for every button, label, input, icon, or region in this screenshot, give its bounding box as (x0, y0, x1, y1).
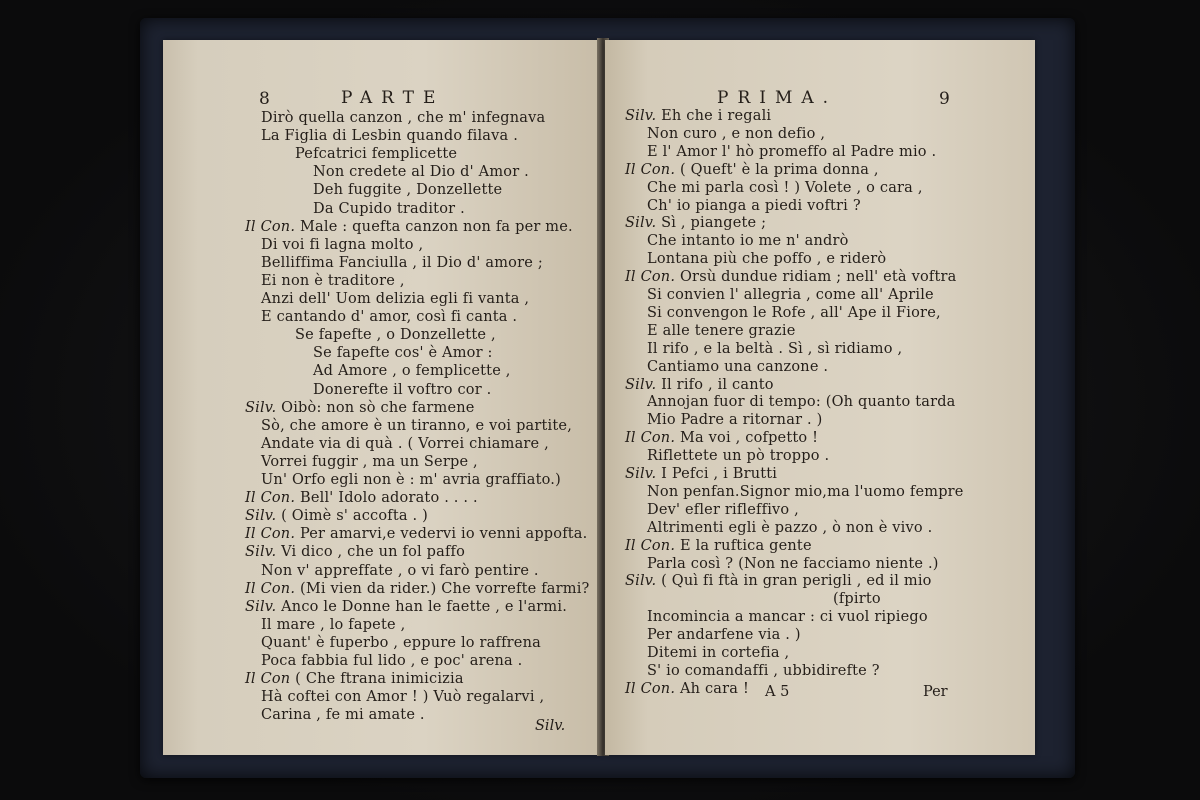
speaker-label: Il Con. (625, 161, 680, 178)
speaker-label: Il Con. (625, 430, 680, 447)
text-line (295, 327, 496, 344)
text-line (245, 508, 428, 525)
text-line (261, 237, 423, 254)
line-text: Riflettete un pò troppo . (647, 448, 830, 465)
right-signature-mark: A 5 (765, 684, 790, 700)
speaker-label: Il Con. (245, 490, 300, 507)
line-text: Andate via di quà . ( Vorrei chiamare , (261, 435, 549, 452)
speaker-label: Silv. (625, 573, 662, 590)
line-text: ( Quì fi ftà in gran perigli , ed il mio (661, 573, 932, 590)
text-line (261, 436, 549, 453)
speaker-label: Il Con. (625, 537, 680, 554)
speaker-label: Il Con. (245, 526, 300, 543)
line-text: Ad Amore , o femplicette , (313, 363, 511, 380)
text-line (647, 180, 923, 197)
line-text: ( Queft' è la prima donna , (679, 161, 879, 178)
line-text: Belliffima Fanciulla , il Dio d' amore ; (261, 254, 543, 271)
text-line (625, 466, 777, 483)
right-running-head: PRIMA. (717, 88, 838, 108)
line-text: Bell' Idolo adorato . . . . (299, 490, 478, 507)
left-catchword: Silv. (535, 718, 566, 734)
text-line (261, 418, 572, 435)
text-line (647, 126, 825, 143)
text-line (245, 581, 590, 598)
text-line (833, 591, 881, 608)
text-line (245, 671, 464, 688)
line-text: ( Che ftrana inimicizia (295, 671, 464, 688)
line-text: (fpirto (833, 591, 881, 608)
text-line (647, 520, 932, 537)
line-text: Anzi dell' Uom delizia egli fi vanta , (261, 291, 530, 307)
line-text: Carina , fe mi amate . (261, 707, 425, 724)
text-line (313, 182, 502, 199)
text-line (647, 198, 861, 215)
text-line (245, 400, 475, 417)
left-page (163, 40, 599, 755)
speaker-label: Il Con. (245, 580, 300, 597)
line-text: Hà coftei con Amor ! ) Vuò regalarvi , (261, 689, 545, 706)
line-text: Non curo , e non defio , (647, 125, 826, 142)
text-line (625, 377, 774, 394)
text-line (647, 305, 941, 322)
line-text: La Figlia di Lesbin quando filava . (261, 128, 519, 145)
text-line (647, 609, 928, 626)
text-line (647, 663, 880, 680)
speaker-label: Silv. (245, 508, 282, 525)
line-text: Pefcatrici femplicette (295, 146, 458, 163)
line-text: Un' Orfo egli non è : m' avria graffiato.) (261, 472, 561, 488)
line-text: Il rifo , il canto (661, 376, 774, 393)
right-catchword: Per (923, 684, 948, 700)
line-text: Si convien l' allegria , come all' Aprile (647, 287, 934, 303)
text-line (295, 146, 457, 163)
text-line (647, 502, 799, 519)
line-text: Vorrei fuggir , ma un Serpe , (261, 453, 478, 470)
right-text-block (605, 40, 1035, 755)
left-page-number: 8 (259, 89, 270, 109)
line-text: Sò, che amore è un tiranno, e voi partite, (261, 417, 573, 434)
line-text: E cantando d' amor, così fi canta . (261, 309, 518, 326)
text-line (261, 309, 517, 326)
line-text: I Pefci , i Brutti (661, 466, 778, 482)
line-text: Oibò: non sò che farmene (281, 399, 475, 416)
text-line (647, 627, 801, 644)
speaker-label: Silv. (245, 598, 282, 615)
text-line (647, 144, 936, 161)
line-text: Mio Padre a ritornar . ) (647, 412, 823, 429)
line-text: Parla così ? (Non ne facciamo niente .) (647, 555, 939, 572)
line-text: Cantiamo una canzone . (647, 358, 829, 375)
speaker-label: Il Con. (245, 218, 300, 235)
line-text: Che intanto io me n' andrò (647, 233, 849, 250)
line-text: Vi dico , che un fol paffo (281, 544, 466, 561)
line-text: Che mi parla così ! ) Volete , o cara , (647, 179, 923, 196)
speaker-label: Silv. (625, 215, 662, 232)
text-line (625, 215, 766, 232)
text-line (313, 345, 493, 362)
text-line (647, 448, 829, 465)
text-line (261, 110, 545, 127)
speaker-label: Il Con (245, 671, 296, 688)
text-line (261, 653, 522, 670)
speaker-label: Silv. (625, 466, 662, 482)
line-text: Altrimenti egli è pazzo , ò non è vivo . (647, 519, 933, 536)
text-line (647, 251, 886, 268)
text-line (625, 269, 956, 286)
line-text: Poca fabbia ful lido , e poc' arena . (261, 653, 523, 669)
text-line (647, 359, 828, 376)
line-text: Non penfan.Signor mio,ma l'uomo fempre (647, 483, 964, 500)
text-line (647, 412, 823, 429)
line-text: Ei non è traditore , (261, 272, 405, 289)
line-text: Non credete al Dio d' Amor . (313, 164, 529, 181)
line-text: E alle tenere grazie (647, 322, 796, 339)
text-line (245, 526, 587, 543)
line-text: S' io comandaffi , ubbidirefte ? (647, 662, 880, 679)
line-text: E la ruftica gente (679, 537, 812, 554)
text-line (313, 201, 465, 218)
line-text: Deh fuggite , Donzellette (313, 182, 503, 199)
text-line (261, 454, 478, 471)
line-text: ( Oimè s' accofta . ) (281, 508, 429, 525)
line-text: Anco le Donne han le faette , e l'armi. (281, 598, 568, 615)
text-line (245, 219, 573, 236)
text-line (647, 394, 956, 411)
text-line (245, 599, 567, 616)
text-line (261, 707, 425, 724)
line-text: Sì , piangete ; (661, 215, 767, 232)
text-line (261, 273, 405, 290)
right-page-number: 9 (939, 89, 950, 109)
text-line (313, 382, 491, 399)
line-text: Incomincia a mancar : ci vuol ripiego (647, 609, 928, 626)
speaker-label: Silv. (245, 544, 282, 561)
text-line (647, 287, 934, 304)
line-text: E l' Amor l' hò promeffo al Padre mio . (647, 143, 937, 160)
line-text: Da Cupido traditor . (313, 200, 465, 217)
speaker-label: Il Con. (625, 269, 680, 286)
line-text: Eh che i regali (661, 108, 772, 124)
text-line (245, 490, 478, 507)
line-text: Dev' efler rifleffivo , (647, 501, 799, 518)
line-text: Annojan fuor di tempo: (Oh quanto tarda (647, 394, 956, 411)
line-text: Ma voi , cofpetto ! (679, 430, 819, 447)
line-text: Di voi fi lagna molto , (261, 236, 424, 253)
line-text: Per andarfene via . ) (647, 627, 801, 644)
text-line (261, 472, 561, 489)
text-line (261, 635, 541, 652)
text-line (625, 573, 932, 590)
right-page (605, 40, 1035, 755)
speaker-label: Silv. (625, 108, 662, 124)
text-line (625, 538, 812, 555)
line-text: Se fapefte cos' è Amor : (313, 345, 493, 362)
text-line (647, 484, 964, 501)
text-line (625, 108, 771, 125)
line-text: Quant' è fuperbo , eppure lo raffrena (261, 634, 541, 651)
line-text: Si convengon le Rofe , all' Ape il Fiore, (647, 304, 941, 321)
line-text: Per amarvi,e vedervi io venni appofta. (299, 526, 588, 543)
text-line (647, 556, 939, 573)
text-line (245, 544, 465, 561)
line-text: Non v' appreffate , o vi farò pentire . (261, 562, 539, 579)
speaker-label: Silv. (245, 399, 282, 416)
line-text: Il mare , lo fapete , (261, 616, 406, 633)
line-text: Il rifo , e la beltà . Sì , sì ridiamo , (647, 340, 903, 357)
line-text: Ah cara ! (679, 680, 749, 697)
left-running-head: PARTE (341, 88, 445, 108)
text-line (261, 689, 544, 706)
text-line (261, 563, 539, 580)
line-text: Ditemi in cortefia , (647, 645, 790, 661)
text-line (261, 255, 543, 272)
text-line (625, 430, 818, 447)
text-line (313, 363, 511, 380)
text-line (625, 681, 749, 698)
text-line (261, 291, 529, 308)
line-text: Donerefte il voftro cor . (313, 381, 492, 398)
text-line (625, 162, 879, 179)
line-text: (Mi vien da rider.) Che vorrefte farmi? (299, 580, 590, 597)
text-line (647, 233, 849, 250)
line-text: Orsù dundue ridiam ; nell' età voftra (679, 269, 957, 286)
line-text: Ch' io pianga a piedi voftri ? (647, 197, 861, 214)
text-line (647, 645, 789, 662)
text-line (261, 128, 518, 145)
line-text: Se fapefte , o Donzellette , (295, 327, 496, 344)
text-line (313, 164, 529, 181)
text-line (647, 323, 795, 340)
speaker-label: Silv. (625, 376, 662, 393)
speaker-label: Il Con. (625, 680, 680, 697)
line-text: Lontana più che poffo , e riderò (647, 251, 887, 268)
line-text: Male : quefta canzon non fa per me. (299, 218, 573, 235)
text-line (261, 617, 405, 634)
text-line (647, 341, 902, 358)
left-text-block (163, 40, 599, 755)
line-text: Dirò quella canzon , che m' infegnava (261, 110, 546, 126)
